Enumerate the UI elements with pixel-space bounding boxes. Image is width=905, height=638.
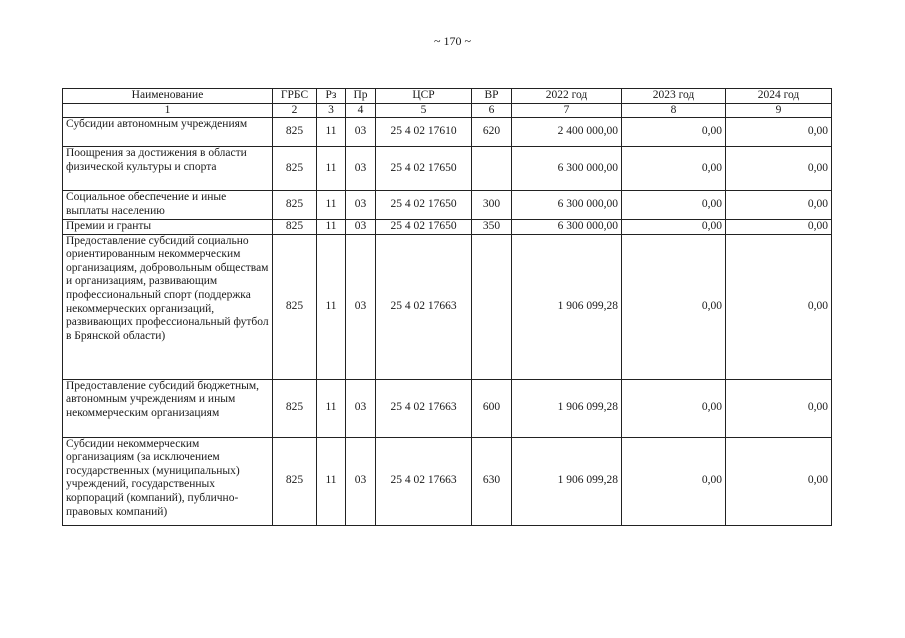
row-pr: 03 bbox=[346, 118, 376, 147]
row-csr: 25 4 02 17663 bbox=[376, 234, 472, 379]
row-2023: 0,00 bbox=[622, 379, 726, 437]
row-2023: 0,00 bbox=[622, 191, 726, 220]
row-2024: 0,00 bbox=[726, 437, 832, 525]
row-2023: 0,00 bbox=[622, 220, 726, 235]
header-rz: Рз bbox=[317, 89, 346, 104]
column-number: 3 bbox=[317, 103, 346, 118]
row-2024: 0,00 bbox=[726, 147, 832, 191]
page-number: ~ 170 ~ bbox=[434, 34, 471, 48]
row-2022: 6 300 000,00 bbox=[512, 191, 622, 220]
column-number: 6 bbox=[472, 103, 512, 118]
row-grbs: 825 bbox=[273, 379, 317, 437]
row-rz: 11 bbox=[317, 379, 346, 437]
column-number: 7 bbox=[512, 103, 622, 118]
row-name: Субсидии некоммерческим организациям (за исключением государственных (муниципальных) учреждений, государственных корпораций (компаний), публично-правовых компаний) bbox=[63, 437, 273, 525]
row-pr: 03 bbox=[346, 379, 376, 437]
table-row bbox=[63, 220, 832, 235]
row-pr: 03 bbox=[346, 220, 376, 235]
row-vr: 350 bbox=[472, 220, 512, 235]
column-number: 1 bbox=[63, 103, 273, 118]
row-pr: 03 bbox=[346, 191, 376, 220]
row-2024: 0,00 bbox=[726, 379, 832, 437]
row-rz: 11 bbox=[317, 437, 346, 525]
row-pr: 03 bbox=[346, 147, 376, 191]
row-name: Субсидии автономным учреждениям bbox=[63, 118, 273, 147]
row-vr: 630 bbox=[472, 437, 512, 525]
row-2024: 0,00 bbox=[726, 118, 832, 147]
row-vr bbox=[472, 147, 512, 191]
row-vr: 620 bbox=[472, 118, 512, 147]
row-pr: 03 bbox=[346, 437, 376, 525]
row-name: Социальное обеспечение и иные выплаты населению bbox=[63, 191, 273, 220]
column-number: 2 bbox=[273, 103, 317, 118]
table-row bbox=[63, 437, 832, 525]
row-rz: 11 bbox=[317, 220, 346, 235]
row-grbs: 825 bbox=[273, 234, 317, 379]
row-2022: 1 906 099,28 bbox=[512, 234, 622, 379]
row-csr: 25 4 02 17650 bbox=[376, 191, 472, 220]
row-name: Премии и гранты bbox=[63, 220, 273, 235]
table-row bbox=[63, 147, 832, 191]
row-2024: 0,00 bbox=[726, 234, 832, 379]
column-number: 5 bbox=[376, 103, 472, 118]
row-2023: 0,00 bbox=[622, 118, 726, 147]
row-csr: 25 4 02 17663 bbox=[376, 437, 472, 525]
column-number: 9 bbox=[726, 103, 832, 118]
row-2022: 2 400 000,00 bbox=[512, 118, 622, 147]
row-name: Предоставление субсидий социально ориентированным некоммерческим организациям, добровольным обществам и организациям, развивающим профессиональный спорт (поддержка некоммерческих организаций, развивающих профессиональный футбол в Брянской области) bbox=[63, 234, 273, 379]
header-pr: Пр bbox=[346, 89, 376, 104]
row-csr: 25 4 02 17650 bbox=[376, 220, 472, 235]
row-name: Предоставление субсидий бюджетным, автономным учреждениям и иным некоммерческим организациям bbox=[63, 379, 273, 437]
row-rz: 11 bbox=[317, 147, 346, 191]
row-vr: 300 bbox=[472, 191, 512, 220]
header-2022: 2022 год bbox=[512, 89, 622, 104]
row-2022: 1 906 099,28 bbox=[512, 379, 622, 437]
row-2024: 0,00 bbox=[726, 191, 832, 220]
header-grbs: ГРБС bbox=[273, 89, 317, 104]
budget-table bbox=[62, 88, 832, 526]
row-csr: 25 4 02 17663 bbox=[376, 379, 472, 437]
row-pr: 03 bbox=[346, 234, 376, 379]
row-2024: 0,00 bbox=[726, 220, 832, 235]
column-number: 8 bbox=[622, 103, 726, 118]
header-csr: ЦСР bbox=[376, 89, 472, 104]
row-csr: 25 4 02 17650 bbox=[376, 147, 472, 191]
row-grbs: 825 bbox=[273, 147, 317, 191]
header-vr: ВР bbox=[472, 89, 512, 104]
table-row bbox=[63, 191, 832, 220]
row-rz: 11 bbox=[317, 191, 346, 220]
row-2023: 0,00 bbox=[622, 437, 726, 525]
row-grbs: 825 bbox=[273, 437, 317, 525]
row-2022: 1 906 099,28 bbox=[512, 437, 622, 525]
row-rz: 11 bbox=[317, 234, 346, 379]
row-vr: 600 bbox=[472, 379, 512, 437]
row-grbs: 825 bbox=[273, 118, 317, 147]
header-name: Наименование bbox=[63, 89, 273, 104]
row-name: Поощрения за достижения в области физической культуры и спорта bbox=[63, 147, 273, 191]
row-2023: 0,00 bbox=[622, 234, 726, 379]
column-number: 4 bbox=[346, 103, 376, 118]
column-number-row bbox=[63, 103, 832, 118]
table-row bbox=[63, 234, 832, 379]
table-row bbox=[63, 118, 832, 147]
table-row bbox=[63, 379, 832, 437]
row-vr bbox=[472, 234, 512, 379]
header-2024: 2024 год bbox=[726, 89, 832, 104]
row-2023: 0,00 bbox=[622, 147, 726, 191]
row-2022: 6 300 000,00 bbox=[512, 220, 622, 235]
row-rz: 11 bbox=[317, 118, 346, 147]
row-grbs: 825 bbox=[273, 191, 317, 220]
row-grbs: 825 bbox=[273, 220, 317, 235]
header-row bbox=[63, 89, 832, 104]
row-csr: 25 4 02 17610 bbox=[376, 118, 472, 147]
row-2022: 6 300 000,00 bbox=[512, 147, 622, 191]
header-2023: 2023 год bbox=[622, 89, 726, 104]
